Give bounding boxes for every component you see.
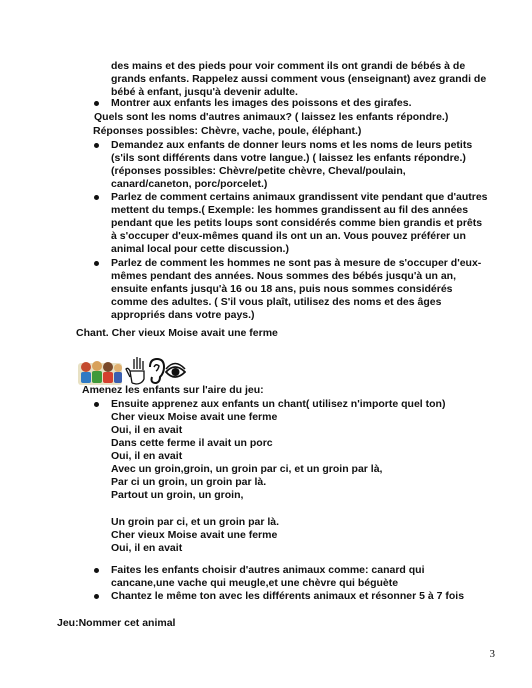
text-line: Parlez de comment certains animaux grandissent vite pendant que d'autres: [111, 191, 488, 203]
text-line: comme des adultes. ( S'il vous plaît, utilisez des noms et des âges: [111, 296, 442, 308]
answers-line: Réponses possibles: Chèvre, vache, poule, éléphant.): [93, 125, 362, 137]
activity-icons: [78, 355, 186, 385]
lyric-line: Oui, il en avait: [111, 424, 183, 436]
text-line: pendant que les petits loups sont considérés comme bien grandis et prêts: [111, 217, 483, 229]
bullet-choisir: [111, 564, 425, 590]
instruction-line: Amenez les enfants sur l'aire du jeu:: [82, 384, 264, 396]
bullet-marker: [94, 568, 99, 573]
text-line: (s'ils sont différents dans votre langue.) ( laissez les enfants répondre.): [111, 152, 466, 164]
bullet-grandissent: [111, 191, 488, 256]
text-line: à s'occuper d'eux-mêmes quand ils ont un an. Vous pouvez préférer un: [111, 230, 466, 242]
ear-icon: [150, 359, 164, 383]
text-line: (réponses possibles: Chèvre/petite chèvre, Cheval/poulain,: [111, 165, 406, 177]
text-line: animal local pour cette discussion.): [111, 243, 289, 255]
lyric-line: Cher vieux Moise avait une ferme: [111, 411, 278, 423]
text-line: Demandez aux enfants de donner leurs noms et les noms de leurs petits: [111, 139, 473, 151]
text-line: grands enfants. Rappelez aussi comment vous (enseignant) avez grandi de: [111, 73, 487, 85]
text-line: Parlez de comment les hommes ne sont pas à mesure de s'occuper d'eux-: [111, 257, 482, 269]
lyric-line: Partout un groin, un groin,: [111, 489, 244, 501]
page-number: 3: [489, 648, 495, 660]
lyric-line: Cher vieux Moise avait une ferme: [111, 529, 278, 541]
text-line: ensuite enfants jusqu'à 16 ou 18 ans, puis nous sommes considérés: [111, 283, 453, 295]
bullet-hommes: [111, 257, 481, 322]
bullet-marker: [94, 101, 99, 106]
text-line: bébé à enfant, jusqu'à devenir adulte.: [111, 86, 298, 98]
group-children-icon: [78, 361, 122, 385]
bullet-marker: [94, 402, 99, 407]
bullet-girafes: Montrer aux enfants les images des poissons et des girafes.: [111, 97, 412, 109]
lyric-line: Dans cette ferme il avait un porc: [111, 437, 273, 449]
bullet-petits: [111, 139, 472, 191]
lyric-line: Un groin par ci, et un groin par là.: [111, 516, 280, 528]
text-line: mêmes pendant des années. Nous sommes des bébés jusqu'à un an,: [111, 270, 457, 282]
jeu-heading: Jeu:Nommer cet animal: [57, 617, 176, 629]
text-line: des mains et des pieds pour voir comment ils ont grandi de bébés à de: [111, 60, 466, 72]
lyric-line: Par ci un groin, un groin par là.: [111, 476, 267, 488]
bullet-marker: [94, 594, 99, 599]
bullet-marker: [94, 261, 99, 266]
text-line: Faites les enfants choisir d'autres animaux comme: canard qui: [111, 564, 425, 576]
chant-heading: Chant. Cher vieux Moise avait une ferme: [76, 327, 278, 339]
text-line: cancane,une vache qui meugle,et une chèvre qui béguète: [111, 577, 399, 589]
song-lyrics: [111, 411, 382, 502]
text-line: mettent du temps.( Exemple: les hommes grandissent au fil des années: [111, 204, 469, 216]
bullet-chant: Ensuite apprenez aux enfants un chant( utilisez n'importe quel ton): [111, 398, 446, 410]
intro-paragraph: [111, 60, 486, 99]
song-lyrics-continued: [111, 516, 279, 555]
bullet-marker: [94, 195, 99, 200]
lyric-line: Oui, il en avait: [111, 542, 183, 554]
lyric-line: Oui, il en avait: [111, 450, 183, 462]
eye-icon: [166, 364, 185, 378]
bullet-marker: [94, 143, 99, 148]
bullet-chantez: Chantez le même ton avec les différents animaux et résonner 5 à 7 fois: [111, 590, 465, 602]
hand-icon: [126, 357, 144, 384]
lyric-line: Avec un groin,groin, un groin par ci, et un groin par là,: [111, 463, 383, 475]
question-line: Quels sont les noms d'autres animaux? ( laissez les enfants répondre.): [94, 111, 449, 123]
text-line: appropriés dans votre pays.): [111, 309, 255, 321]
text-line: canard/caneton, porc/porcelet.): [111, 178, 268, 190]
